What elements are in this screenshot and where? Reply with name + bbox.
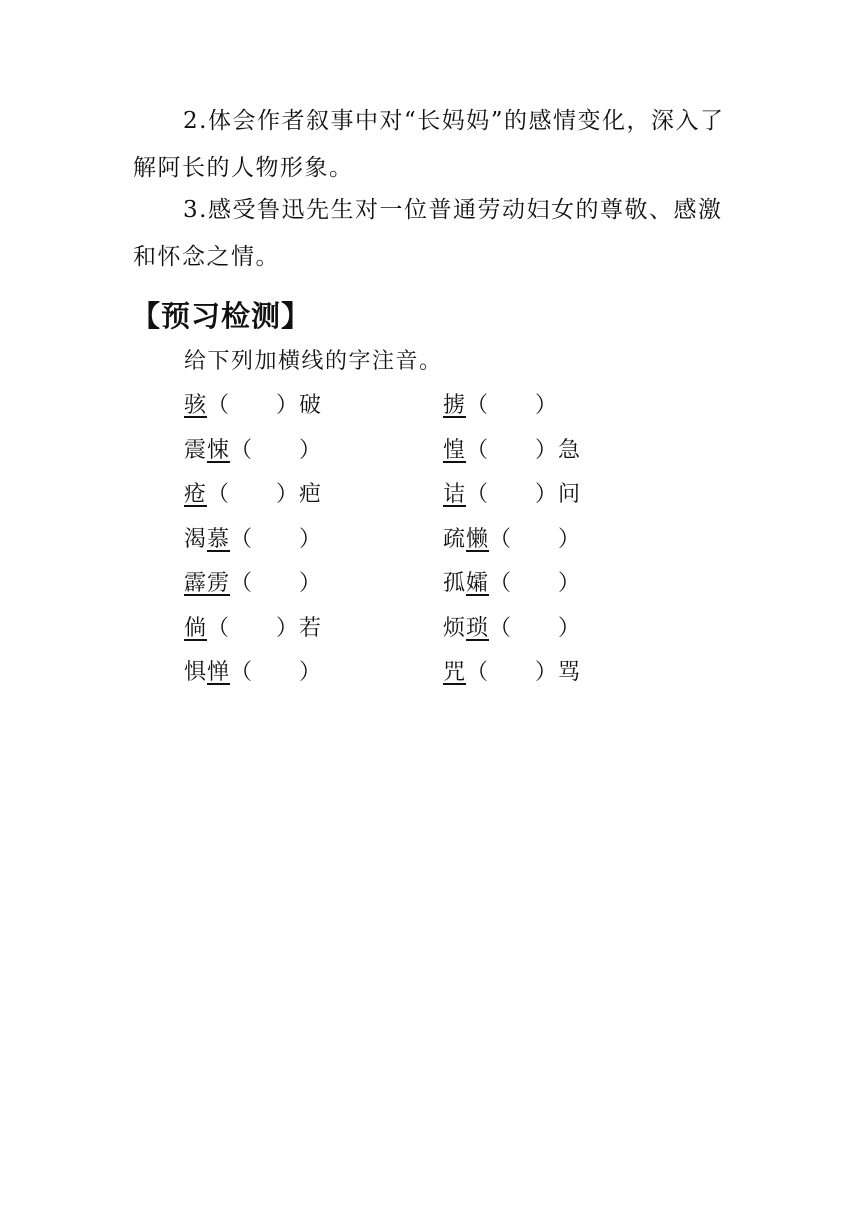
underlined-character: 诘 — [443, 482, 467, 507]
exercise-item: 烦琐（ ） — [443, 615, 582, 641]
exercise-item: 震悚（ ） — [184, 437, 323, 463]
underlined-character: 掳 — [443, 393, 467, 418]
exercise-item: 惶（ ）急 — [443, 437, 582, 463]
objective-paragraph-2: 2.体会作者叙事中对“长妈妈”的感情变化，深入了解阿长的人物形象。 — [133, 108, 725, 181]
exercise-row — [184, 431, 704, 476]
exercise-item: 诘（ ）问 — [443, 482, 582, 507]
exercise-item: 疏懒（ ） — [443, 526, 582, 552]
underlined-character: 惶 — [443, 437, 467, 463]
underlined-character: 悚 — [207, 437, 231, 463]
underlined-character: 懒 — [466, 526, 490, 552]
exercise-instruction: 给下列加横线的字注音。 — [184, 349, 443, 374]
exercise-item: 倘（ ）若 — [184, 615, 323, 641]
exercise-row — [184, 653, 704, 698]
exercise-item: 咒（ ）骂 — [443, 660, 582, 685]
exercise-item: 骇（ ）破 — [184, 393, 323, 418]
underlined-character: 惮 — [207, 660, 231, 685]
pinyin-exercise-grid — [184, 386, 704, 698]
section-title: 【预习检测】 — [131, 299, 312, 333]
underlined-character: 疮 — [184, 482, 208, 507]
exercise-item: 掳（ ） — [443, 393, 559, 418]
exercise-row — [184, 386, 704, 431]
exercise-row — [184, 475, 704, 520]
underlined-character: 琐 — [466, 615, 490, 641]
underlined-character: 倘 — [184, 615, 208, 641]
exercise-item: 疮（ ）疤 — [184, 482, 323, 507]
exercise-item: 霹雳（ ） — [184, 571, 323, 596]
exercise-row — [184, 564, 704, 609]
exercise-row — [184, 609, 704, 654]
exercise-item: 孤孀（ ） — [443, 571, 582, 596]
underlined-character: 慕 — [207, 526, 231, 552]
exercise-item: 惧惮（ ） — [184, 660, 323, 685]
exercise-item: 渴慕（ ） — [184, 526, 323, 552]
underlined-character: 霹雳 — [184, 571, 231, 596]
exercise-row — [184, 520, 704, 565]
objective-paragraph-3: 3.感受鲁迅先生对一位普通劳动妇女的尊敬、感激和怀念之情。 — [133, 197, 723, 270]
underlined-character: 孀 — [466, 571, 490, 596]
underlined-character: 骇 — [184, 393, 208, 418]
underlined-character: 咒 — [443, 660, 467, 685]
